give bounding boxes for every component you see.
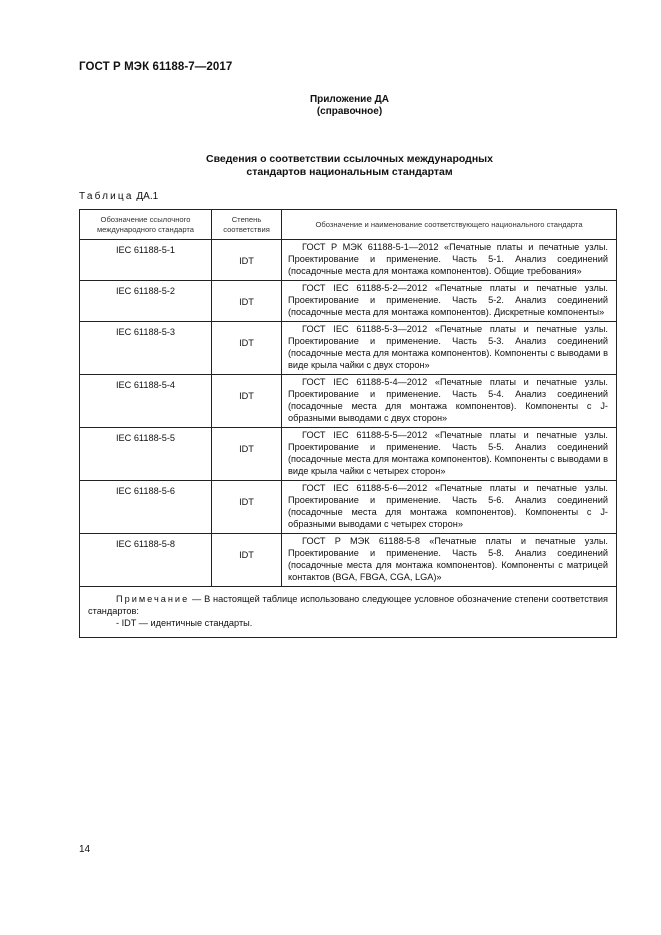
appendix-heading [0,94,661,118]
table-row [80,534,617,587]
header-national-standard: Обозначение и наименование соответствующего национального стандарта [282,210,617,240]
note-label: Примечание [116,594,190,604]
note-item: - IDT — идентичные стандарты. [116,618,253,628]
table-note [80,587,617,638]
document-standard-header: ГОСТ Р МЭК 61188-7—2017 [79,61,233,73]
section-title [0,153,661,179]
international-standard-code: IEC 61188-5-6 [115,486,176,496]
table-header-row [80,210,617,240]
table-body [80,240,617,587]
international-standard-code: IEC 61188-5-8 [115,539,176,549]
national-standard-description: ГОСТ IEC 61188-5-5—2012 «Печатные платы и печатные узлы. Проектирование и применение. Часть 5-5. Анализ соединений (посадочные места для монтажа компонентов). Компоненты с выводами в виде крыла чайки с четырех сторон» [288,430,608,476]
table-row [80,281,617,322]
header-international-standard: Обозначение ссылочного международного стандарта [80,210,212,240]
table-row [80,481,617,534]
international-standard-code: IEC 61188-5-2 [115,286,176,296]
international-standard-code: IEC 61188-5-1 [115,245,176,255]
degree-of-correspondence: IDT [239,444,254,454]
national-standard-description: ГОСТ Р МЭК 61188-5-1—2012 «Печатные платы и печатные узлы. Проектирование и применение. Часть 5-1. Анализ соединений (посадочные места для монтажа компонентов). Общие требования» [288,242,608,276]
national-standard-description: ГОСТ IEC 61188-5-2—2012 «Печатные платы и печатные узлы. Проектирование и применение. Часть 5-2. Анализ соединений (посадочные места для монтажа компонентов). Дискретные компоненты» [288,283,608,317]
national-standard-description: ГОСТ IEC 61188-5-6—2012 «Печатные платы и печатные узлы. Проектирование и применение. Часть 5-6. Анализ соединений (посадочные места для монтажа компонентов). Компоненты с J-образными выводами с четырех сторон» [288,483,608,529]
table-row [80,322,617,375]
degree-of-correspondence: IDT [239,550,254,560]
appendix-title: Приложение ДА [309,94,390,105]
header-degree: Степень соответствия [212,210,282,240]
national-standard-description: ГОСТ Р МЭК 61188-5-8 «Печатные платы и печатные узлы. Проектирование и применение. Часть 5-8. Анализ соединений (посадочные места для монтажа компонентов). Компоненты с матрицей контактов (BGA, FBGA, CGA, LGA)» [288,536,608,582]
degree-of-correspondence: IDT [239,297,254,307]
degree-of-correspondence: IDT [239,391,254,401]
table-row [80,375,617,428]
international-standard-code: IEC 61188-5-4 [115,380,176,390]
degree-of-correspondence: IDT [239,256,254,266]
national-standard-description: ГОСТ IEC 61188-5-4—2012 «Печатные платы и печатные узлы. Проектирование и применение. Часть 5-4. Анализ соединений (посадочные места для монтажа компонентов). Компоненты с J-образными выводами с двух сторон» [288,377,608,423]
note-text: — В настоящей таблице использовано следующее условное обозначение степени соответствия стандартов: [88,594,608,616]
degree-of-correspondence: IDT [239,497,254,507]
table-row [80,428,617,481]
appendix-subtitle: (справочное) [316,106,383,117]
international-standard-code: IEC 61188-5-5 [115,433,176,443]
table-note-row [80,587,617,638]
correspondence-table [79,209,617,638]
section-title-line2: стандартов национальным стандартам [246,166,453,178]
degree-of-correspondence: IDT [239,338,254,348]
national-standard-description: ГОСТ IEC 61188-5-3—2012 «Печатные платы и печатные узлы. Проектирование и применение. Часть 5-3. Анализ соединений (посадочные места для монтажа компонентов). Компоненты с выводами в виде крыла чайки с двух сторон» [288,324,608,370]
table-caption [79,191,158,202]
international-standard-code: IEC 61188-5-3 [115,327,176,337]
table-caption-word: Таблица [79,191,134,202]
table-row [80,240,617,281]
section-title-line1: Сведения о соответствии ссылочных международных [206,153,493,165]
table-caption-number: ДА.1 [136,191,159,202]
page-number: 14 [79,844,91,855]
